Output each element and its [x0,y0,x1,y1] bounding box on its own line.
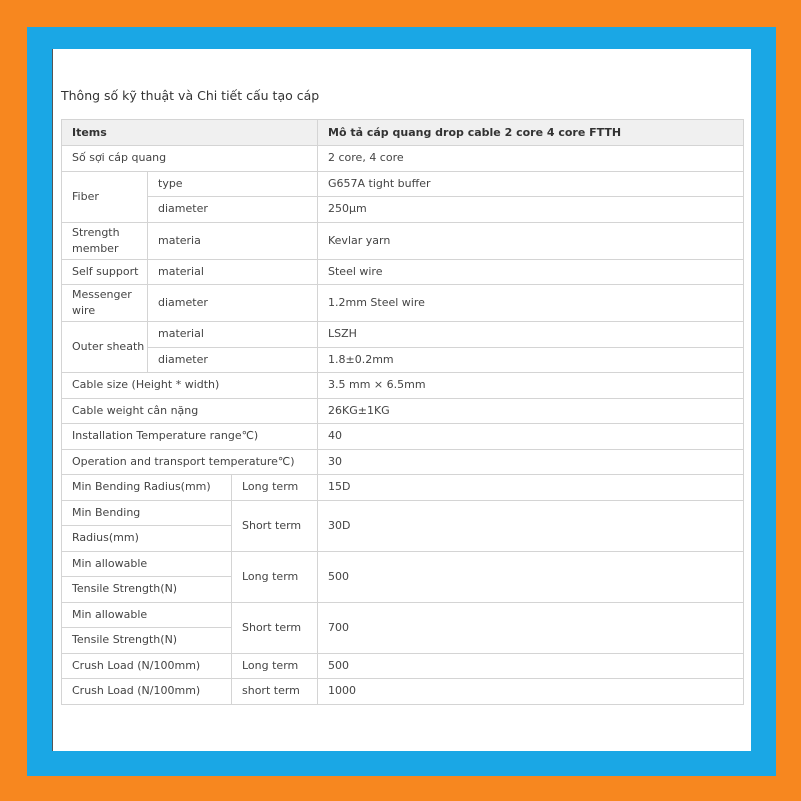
row-value: 30 [318,449,744,475]
row-value: 30D [318,500,744,551]
table-row [62,424,744,450]
row-label: Min Bending Radius(mm) [62,475,232,501]
row-sub-label: diameter [148,347,318,373]
row-label: Cable size (Height * width) [62,373,318,399]
row-label: Self support [62,259,148,285]
table-row [62,551,744,577]
row-label: Installation Temperature range℃) [62,424,318,450]
row-sub-label: diameter [148,197,318,223]
table-row [62,373,744,399]
row-label: Crush Load (N/100mm) [62,679,232,705]
row-label: Fiber [62,171,148,222]
row-value: 1.8±0.2mm [318,347,744,373]
row-term: Long term [232,653,318,679]
row-label: Min allowable [62,602,232,628]
table-row [62,222,744,259]
table-row [62,347,744,373]
table-row [62,475,744,501]
row-label: Cable weight cân nặng [62,398,318,424]
row-term: Long term [232,475,318,501]
row-sub-label: type [148,171,318,197]
spec-table [61,119,744,705]
row-label: Messenger wire [62,285,148,322]
row-value: 700 [318,602,744,653]
row-label: Outer sheath [62,322,148,373]
row-value: Steel wire [318,259,744,285]
row-value: 40 [318,424,744,450]
row-value: G657A tight buffer [318,171,744,197]
table-row [62,500,744,526]
row-term: short term [232,679,318,705]
row-value: 500 [318,653,744,679]
row-label: Crush Load (N/100mm) [62,653,232,679]
row-label: Min Bending [62,500,232,526]
table-row [62,602,744,628]
row-label: Min allowable [62,551,232,577]
row-value: 15D [318,475,744,501]
row-value: 1000 [318,679,744,705]
row-value: 26KG±1KG [318,398,744,424]
row-sub-label: material [148,322,318,348]
table-row [62,322,744,348]
table-row [62,285,744,322]
row-term: Long term [232,551,318,602]
row-sub-label: materia [148,222,318,259]
row-label: Số sợi cáp quang [62,146,318,172]
table-row [62,259,744,285]
row-value: 500 [318,551,744,602]
row-value: 1.2mm Steel wire [318,285,744,322]
table-row [62,171,744,197]
row-label: Tensile Strength(N) [62,577,232,603]
table-row [62,449,744,475]
row-label: Tensile Strength(N) [62,628,232,654]
page-title: Thông số kỹ thuật và Chi tiết cấu tạo cáp [61,88,320,103]
row-label: Radius(mm) [62,526,232,552]
table-header-row [62,120,744,146]
row-value: LSZH [318,322,744,348]
table-row [62,146,744,172]
row-sub-label: diameter [148,285,318,322]
row-label: Operation and transport temperature℃) [62,449,318,475]
table-row [62,653,744,679]
row-value: Kevlar yarn [318,222,744,259]
row-value: 3.5 mm × 6.5mm [318,373,744,399]
row-value: 2 core, 4 core [318,146,744,172]
header-items: Items [62,120,318,146]
row-term: Short term [232,602,318,653]
table-row [62,197,744,223]
row-value: 250μm [318,197,744,223]
row-term: Short term [232,500,318,551]
table-row [62,679,744,705]
header-description: Mô tả cáp quang drop cable 2 core 4 core FTTH [318,120,744,146]
table-row [62,398,744,424]
row-sub-label: material [148,259,318,285]
row-label: Strength member [62,222,148,259]
